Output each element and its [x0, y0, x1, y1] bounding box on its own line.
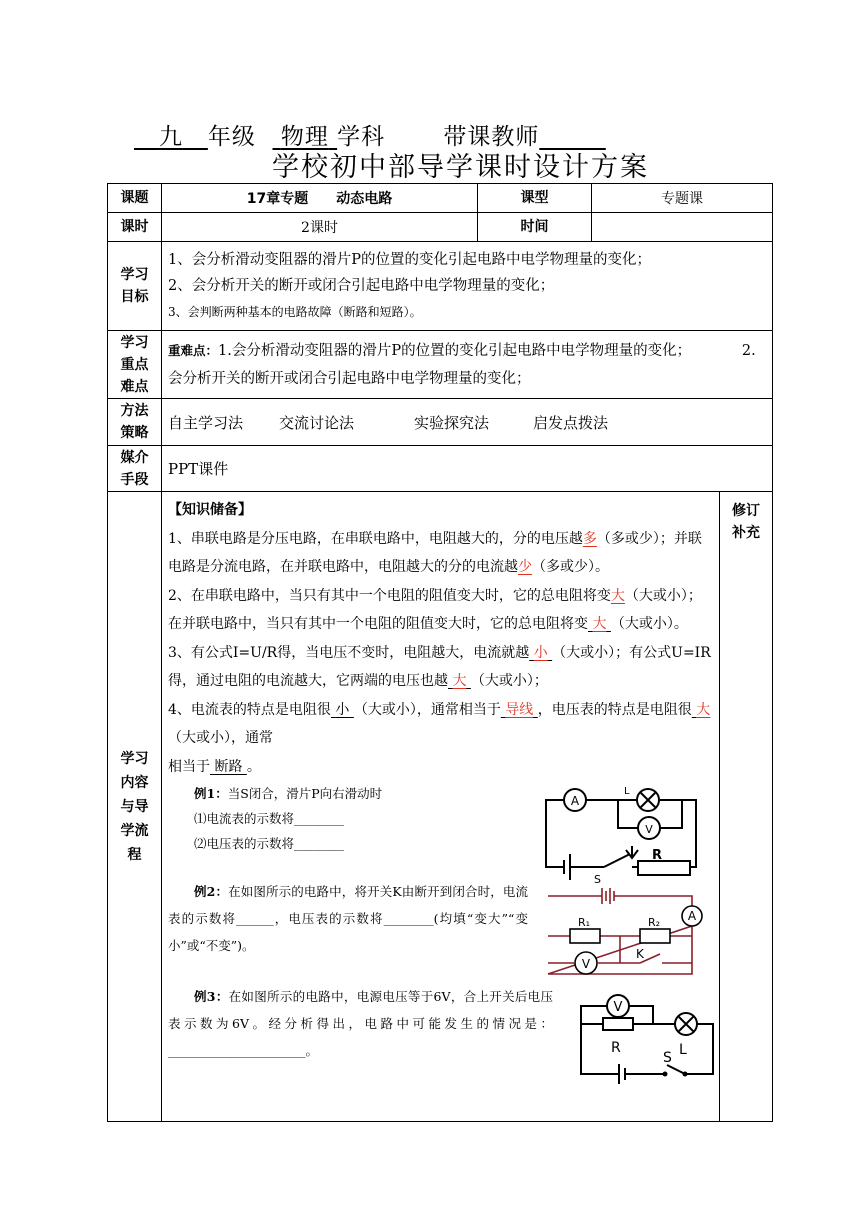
c2-voltmeter-label: V — [581, 957, 591, 971]
method-label: 方法策略 — [108, 399, 162, 446]
answer: 大 — [452, 673, 467, 689]
c2-ammeter-label: A — [687, 909, 697, 923]
c1-rheostat-label: R — [652, 848, 663, 863]
time-value — [592, 213, 773, 242]
topic-value: 17章专题 动态电路 — [162, 184, 478, 213]
answer: 多 — [582, 530, 597, 547]
answer: 导线 — [505, 701, 534, 718]
c1-ammeter-label: A — [570, 794, 580, 808]
c2-r1-label: R₁ — [578, 916, 591, 929]
knowledge-heading: 【知识储备】 — [168, 502, 252, 518]
example-3-label: 例3： — [194, 989, 229, 1004]
key-label: 学习重点难点 — [108, 331, 162, 399]
goal-item: 3、会判断两种基本的电路故障（断路和短路）。 — [168, 305, 422, 319]
grade-value: 九 — [158, 124, 183, 150]
knowledge-p4: 4、电流表的特点是电阻很 小 （大或小），通常相当于 导线 ，电压表的特点是电阻很 大 （大或小），通常 — [168, 701, 711, 746]
c3-switch-label: S — [663, 1050, 672, 1066]
answer: 少 — [518, 559, 532, 575]
c3-lamp-label: L — [679, 1042, 687, 1058]
methods-cell — [162, 399, 773, 446]
knowledge-p4-cont: 相当于 断路 。 — [168, 758, 261, 775]
c1-switch-label: S — [594, 873, 601, 884]
c1-lamp-label: L — [624, 786, 630, 797]
circuit-diagram-2 — [540, 880, 712, 980]
goal-item: 1、会分析滑动变阻器的滑片P的位置的变化引起电路中电学物理量的变化； — [168, 252, 651, 268]
subject-label: 学科 — [337, 124, 386, 150]
circuit-diagram-3 — [575, 986, 720, 1086]
c1-voltmeter-label: V — [645, 823, 653, 836]
answer: 断路 — [214, 758, 243, 775]
method-item: 实验探究法 — [414, 413, 490, 432]
example-1-q1: ⑴电流表的示数将________ — [194, 811, 345, 826]
type-label: 课型 — [478, 184, 592, 213]
c3-resistor-label: R — [611, 1040, 621, 1056]
goal-item: 2、会分析开关的断开或闭合引起电路中电学物理量的变化； — [168, 278, 555, 294]
c2-r2-label: R₂ — [648, 916, 661, 929]
hours-value: 2课时 — [162, 213, 478, 242]
time-label: 时间 — [478, 213, 592, 242]
c3-voltmeter-label: V — [613, 1000, 623, 1015]
key-cell — [162, 331, 773, 399]
lesson-plan-table — [107, 183, 773, 1122]
revise-label: 修订补充 — [720, 492, 773, 1122]
knowledge-p2: 2、在串联电路中，当只有其中一个电阻的阻值变大时，它的总电阻将变大（大或小）；在并联电路中，当只有其中一个电阻的阻值变大时，它的总电阻将变 大 （大或小）。 — [168, 587, 702, 632]
example-1-label: 例1： — [194, 786, 228, 801]
content-label: 学习内容与导学流程 — [108, 492, 162, 1122]
circuit-diagram-1 — [540, 784, 712, 884]
key-prefix: 重难点： — [168, 342, 219, 358]
answer: 小 — [335, 701, 350, 718]
knowledge-p1: 1、串联电路是分压电路，在串联电路中，电阻越大的，分的电压越多（多或少）；并联电路是分流电路，在并联电路中，电阻越大的分的电流越少（多或少）。 — [168, 530, 702, 575]
example-2-text: 在如图所示的电路中，将开关K由断开到闭合时，电流表的示数将______，电压表的示数将________(均填“变大”“变小”或“不变”)。 — [168, 884, 529, 953]
example-2 — [168, 878, 528, 959]
grade-label: 年级 — [207, 124, 256, 150]
example-2-label: 例2： — [194, 884, 229, 899]
knowledge-p3: 3、有公式I=U/R得，当电压不变时，电阻越大，电流就越 小 （大或小）；有公式U=IR得，通过电阻的电流越大，它两端的电压也越 大 （大或小）； — [168, 644, 711, 689]
example-1-q2: ⑵电压表的示数将________ — [194, 836, 345, 851]
media-value: PPT课件 — [162, 446, 773, 492]
method-item: 自主学习法 — [168, 413, 244, 432]
media-label: 媒介手段 — [108, 446, 162, 492]
goals-cell — [162, 242, 773, 331]
hours-label: 课时 — [108, 213, 162, 242]
type-value: 专题课 — [592, 184, 773, 213]
method-item: 启发点拨法 — [533, 413, 609, 432]
example-1-text: 当S闭合，滑片P向右滑动时 — [227, 786, 383, 801]
subject-value: 物理 — [280, 124, 329, 150]
example-3 — [168, 983, 553, 1064]
example-3-text: 在如图所示的电路中，电源电压等于6V，合上开关后电压表示数为6V。经分析得出，电路中可能发生的情况是：______________________。 — [168, 989, 553, 1058]
c2-switch-label: K — [636, 947, 644, 961]
topic-label: 课题 — [108, 184, 162, 213]
method-item: 交流讨论法 — [279, 413, 355, 432]
answer: 大 — [592, 616, 607, 632]
page-title: 学校初中部导学课时设计方案 — [272, 152, 649, 183]
example-1 — [168, 781, 544, 856]
teacher-label: 带课教师 — [443, 124, 540, 150]
answer: 大 — [696, 701, 711, 718]
answer: 小 — [533, 644, 548, 661]
goals-label: 学习目标 — [108, 242, 162, 331]
answer: 大 — [610, 587, 625, 604]
key-text: 1.会分析滑动变阻器的滑片P的位置的变化引起电路中电学物理量的变化； 2.会分析开关的断开或闭合引起电路中电学物理量的变化； — [168, 342, 756, 387]
